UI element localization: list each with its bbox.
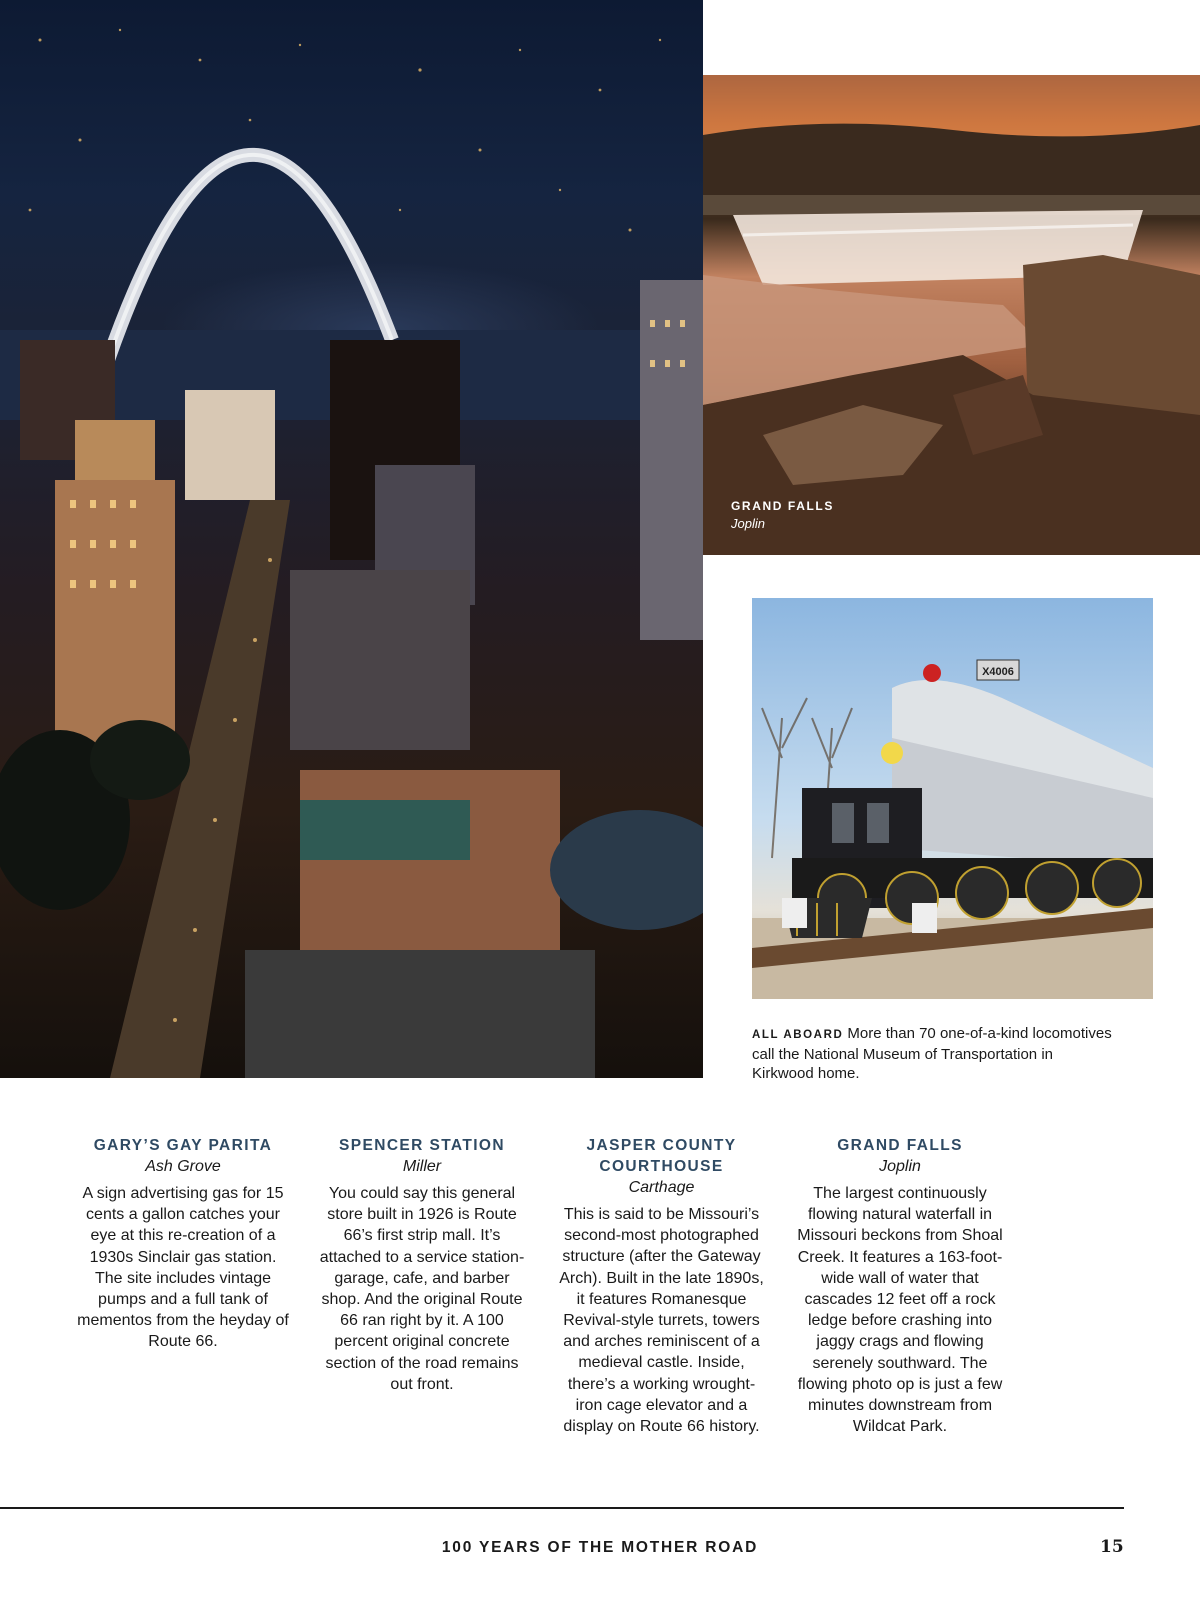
- column-title: SPENCER STATION: [339, 1137, 505, 1154]
- column-body: You could say this general store built in 1926 is Route 66’s first strip mall. It’s attached to a service station-garage, cafe, and barber shop. And the original Route 66 ran right by it. A 100 percent original concrete section of the road remains out front.: [319, 1185, 525, 1393]
- falls-photo-caption: [731, 498, 834, 532]
- waterfall-photo: [703, 75, 1200, 555]
- locomotive-illustration: [752, 598, 1153, 999]
- column-spencer-station: [316, 1135, 528, 1395]
- train-caption-text: More than 70 one-of-a-kind locomotives call the National Museum of Transportation in Kirkwood home.: [752, 1025, 1112, 1082]
- footer-divider: [0, 1507, 1124, 1509]
- train-caption-lead: ALL ABOARD: [752, 1029, 844, 1041]
- locomotive-number-plate: X4006: [982, 666, 1014, 678]
- column-body: A sign advertising gas for 15 cents a gallon catches your eye at this re-creation of a 1930s Sinclair gas station. The site includes vintage pumps and a full tank of mementos from the heyday of Route 66.: [77, 1185, 289, 1351]
- falls-caption-place: Joplin: [731, 516, 765, 531]
- column-body: This is said to be Missouri’s second-most photographed structure (after the Gateway Arch). Built in the late 1890s, it features Romanesque Revival-style turrets, towers and arches reminiscent of a medieval castle. Inside, there’s a working wrought-iron cage elevator and a display on Route 66 history.: [559, 1206, 764, 1436]
- falls-caption-title: GRAND FALLS: [731, 499, 834, 513]
- column-title: GARY’S GAY PARITA: [93, 1137, 273, 1154]
- column-jasper-county-courthouse: [555, 1135, 768, 1437]
- gateway-arch-night-photo: [0, 0, 703, 1078]
- train-photo-caption: [752, 1024, 1112, 1083]
- page-number: 15: [1100, 1537, 1124, 1557]
- column-place: Ash Grove: [145, 1158, 221, 1175]
- column-place: Miller: [402, 1158, 442, 1175]
- column-place: Joplin: [879, 1158, 921, 1175]
- column-title: GRAND FALLS: [837, 1137, 963, 1154]
- city-skyline-illustration: [0, 0, 703, 1078]
- column-body: The largest continuously flowing natural waterfall in Missouri beckons from Shoal Creek. It features a 163-foot-wide wall of water that cascades 12 feet off a rock ledge before crashing into jaggy crags and flowing serenely southward. The flowing photo op is just a few minutes downstream from Wildcat Park.: [797, 1185, 1003, 1436]
- waterfall-illustration: [703, 75, 1200, 555]
- running-footer-title: 100 YEARS OF THE MOTHER ROAD: [441, 1539, 759, 1556]
- steam-locomotive-photo: [752, 598, 1153, 999]
- column-garys-gay-parita: [77, 1135, 289, 1353]
- column-title: JASPER COUNTY COURTHOUSE: [586, 1137, 737, 1175]
- column-place: Carthage: [628, 1179, 695, 1196]
- column-grand-falls: [794, 1135, 1006, 1437]
